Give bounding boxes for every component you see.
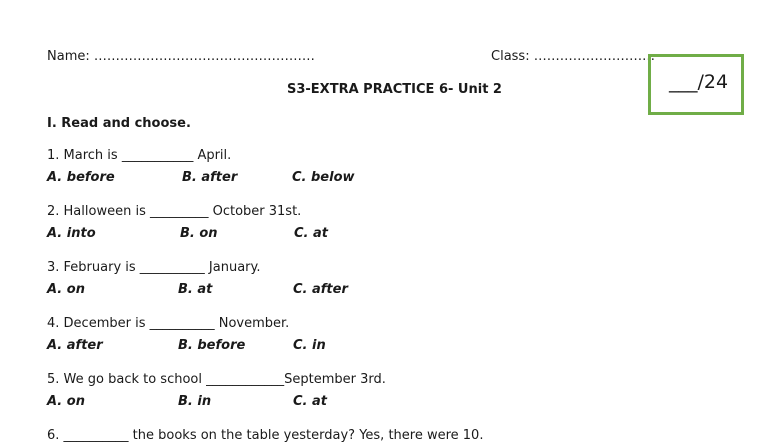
worksheet-title: S3-EXTRA PRACTICE 6- Unit 2 xyxy=(287,82,502,97)
option-3b: B. at xyxy=(178,282,213,297)
option-2b: B. on xyxy=(180,226,218,241)
option-1b: B. after xyxy=(182,170,238,185)
option-1a: A. before xyxy=(47,170,115,185)
class-label: Class: ………………………. xyxy=(491,49,655,64)
option-4c: C. in xyxy=(293,338,326,353)
question-5: 5. We go back to school ____________September 3rd. xyxy=(47,372,386,387)
section-heading: I. Read and choose. xyxy=(47,116,191,131)
option-4a: A. after xyxy=(47,338,103,353)
option-5a: A. on xyxy=(47,394,85,409)
option-3a: A. on xyxy=(47,282,85,297)
question-1: 1. March is ___________ April. xyxy=(47,148,232,163)
option-5c: C. at xyxy=(293,394,327,409)
name-label: Name: …………………………………………… xyxy=(47,49,315,64)
score-box xyxy=(648,54,744,115)
question-3: 3. February is __________ January. xyxy=(47,260,261,275)
option-3c: C. after xyxy=(293,282,348,297)
question-4: 4. December is __________ November. xyxy=(47,316,290,331)
option-5b: B. in xyxy=(178,394,212,409)
score-text: ___/24 xyxy=(669,71,729,93)
question-6: 6. __________ the books on the table yesterday? Yes, there were 10. xyxy=(47,428,484,443)
option-1c: C. below xyxy=(292,170,355,185)
option-4b: B. before xyxy=(178,338,246,353)
option-2a: A. into xyxy=(47,226,96,241)
option-2c: C. at xyxy=(294,226,328,241)
question-2: 2. Halloween is _________ October 31st. xyxy=(47,204,302,219)
